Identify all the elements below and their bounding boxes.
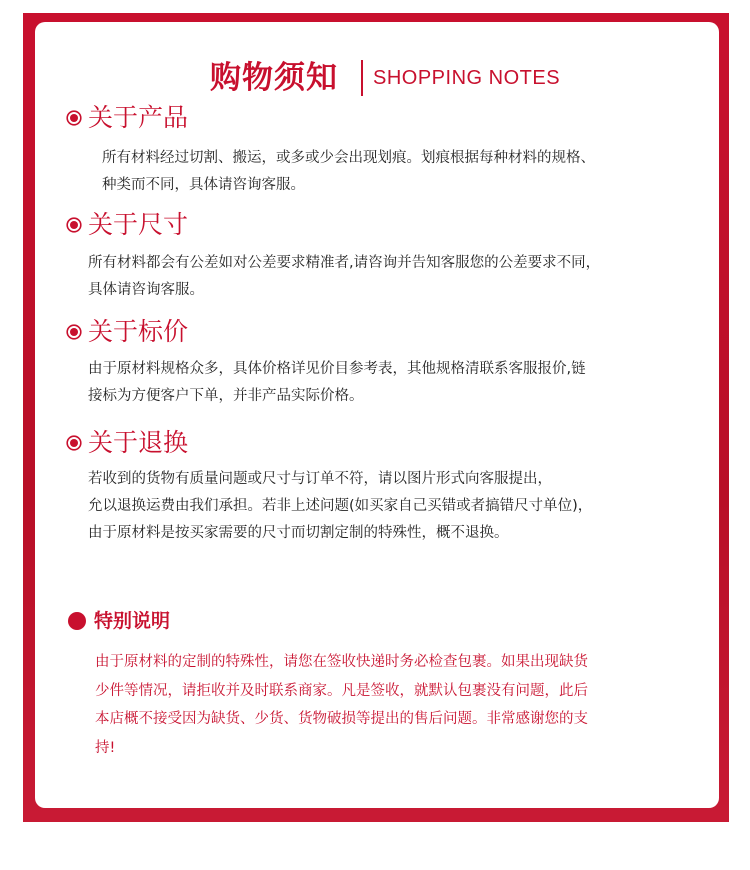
- text-line: 种类而不同，具体请咨询客服。: [102, 177, 305, 193]
- text-line: 由于原材料是按买家需要的尺寸而切割定制的特殊性，概不退换。: [88, 525, 509, 541]
- special-notes-text: [95, 648, 695, 762]
- text-line: 持!: [95, 739, 116, 756]
- text-line: 由于原材料规格众多，具体价格详见价目参考表，其他规格清联系客服报价,链: [88, 361, 586, 377]
- radio-bullet-icon: [66, 435, 82, 451]
- section-text-price: [88, 356, 586, 410]
- title-english: SHOPPING NOTES: [373, 67, 561, 89]
- text-line: 具体请咨询客服。: [88, 282, 204, 298]
- special-title: 特别说明: [94, 610, 171, 632]
- radio-bullet-icon: [66, 324, 82, 340]
- section-title: 关于标价: [88, 317, 189, 346]
- text-line: 所有材料经过切割、搬运，或多或少会出现划痕。划痕根据每种材料的规格、: [102, 150, 595, 166]
- section-title: 关于退换: [88, 428, 189, 457]
- title-chinese: 购物须知: [210, 60, 338, 96]
- text-line: 本店概不接受因为缺货、少货、货物破损等提出的售后问题。非常感谢您的支: [95, 711, 588, 727]
- section-title: 关于尺寸: [88, 210, 189, 239]
- text-line: 若收到的货物有质量问题或尺寸与订单不符，请以图片形式向客服提出，: [88, 471, 552, 487]
- text-line: 接标为方便客户下单，并非产品实际价格。: [88, 388, 364, 404]
- text-line: 由于原材料的定制的特殊性，请您在签收快递时务必检查包裹。如果出现缺货: [95, 654, 588, 670]
- page-title: [0, 58, 750, 98]
- radio-bullet-icon: [66, 110, 82, 126]
- red-dot-icon: [68, 612, 86, 630]
- text-line: 所有材料都会有公差如对公差要求精准者,请咨询并告知客服您的公差要求不同，: [88, 255, 601, 271]
- radio-bullet-icon: [66, 217, 82, 233]
- title-divider: [361, 60, 363, 96]
- text-line: 允以退换运费由我们承担。若非上述问题(如买家自己买错或者搞错尺寸单位)，: [88, 498, 593, 514]
- text-line: 少件等情况，请拒收并及时联系商家。凡是签收，就默认包裹没有问题，此后: [95, 682, 588, 699]
- section-text-return: [88, 466, 592, 547]
- section-text-product: [102, 145, 595, 199]
- section-title: 关于产品: [88, 103, 189, 132]
- section-text-size: [88, 250, 600, 304]
